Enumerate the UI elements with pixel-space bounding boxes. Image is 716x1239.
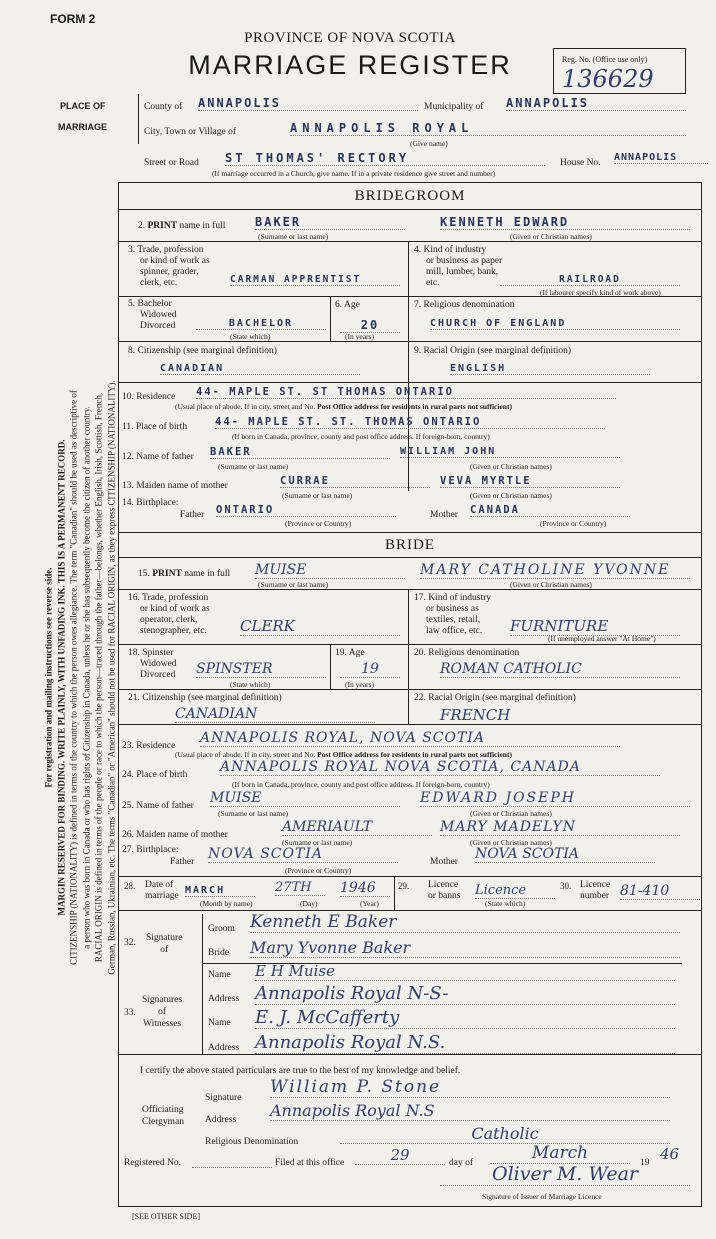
f26-surname-caption: (Surname or last name)	[282, 838, 353, 847]
f29-num: 29.	[398, 881, 410, 891]
f6-label: 6. Age	[335, 300, 360, 310]
clergy-sig-label: Signature	[205, 1093, 242, 1103]
f25-surname-caption: (Surname or last name)	[218, 809, 289, 818]
filed-label: Filed at this office	[275, 1158, 345, 1168]
clergy-address: Annapolis Royal N.S	[270, 1101, 670, 1121]
groom-racial-origin: ENGLISH	[450, 363, 650, 375]
f14-mother-caption: (Province or Country)	[540, 519, 607, 528]
f32-num: 32.	[124, 938, 136, 948]
city-value: ANNAPOLIS ROYAL	[290, 121, 686, 136]
groom-surname: BAKER	[255, 215, 405, 230]
officiating-label: Officiating Clergyman	[142, 1105, 185, 1127]
house-value: ANNAPOLIS	[614, 152, 708, 164]
f2-label: 2. PRINT name in full	[138, 221, 226, 231]
f13-given-caption: (Given or Christian names)	[470, 491, 552, 500]
reg-no-value: 136629	[562, 65, 654, 93]
bride-surname: MUISE	[255, 562, 405, 579]
clergy-address-label: Address	[205, 1115, 237, 1125]
bride-birthplace: ANNAPOLIS ROYAL NOVA SCOTIA, CANADA	[220, 759, 660, 776]
f28-num: 28.	[124, 881, 136, 891]
margin-line-4: a person who was born in Canada or who has rights of Citizenship in Canada, unless he or she has subsequently become the citizen of another country.	[81, 406, 91, 949]
f20-label: 20. Religious denomination	[414, 648, 520, 658]
groom-sig-label: Groom	[208, 924, 235, 934]
f13-surname-caption: (Surname or last name)	[282, 491, 353, 500]
f10-note: (Usual place of abode. If in city, street and No. Post Office address for residents in rural parts not sufficient)	[175, 402, 512, 411]
bride-residence: ANNAPOLIS ROYAL, NOVA SCOTIA	[200, 730, 620, 747]
month-caption: (Month by name)	[200, 899, 253, 908]
issuer-signature: Oliver M. Wear	[440, 1163, 690, 1186]
form-number: FORM 2	[50, 12, 96, 26]
groom-mother-birthplace: CANADA	[470, 504, 630, 517]
clergy-religion: Catholic	[340, 1124, 670, 1144]
groom-father-given: WILLIAM JOHN	[400, 446, 620, 458]
witness2-name: E. J. McCafferty	[255, 1007, 675, 1029]
f23-note: (Usual place of abode. If in city, street and No. Post Office address for residents in rural parts not sufficient)	[175, 750, 512, 759]
filed-year-prefix: 19	[640, 1158, 650, 1168]
f12-label: 12. Name of father	[122, 452, 194, 462]
religious-denomination-label: Religious Denomination	[205, 1137, 299, 1147]
marriage-month: MARCH	[185, 885, 255, 897]
city-label: City, Town or Village of	[144, 127, 236, 137]
bride-mother-birthplace: NOVA SCOTIA	[475, 846, 655, 863]
reg-no-box	[553, 48, 686, 94]
groom-citizenship: CANADIAN	[160, 363, 360, 375]
f25-label: 25. Name of father	[122, 801, 194, 811]
f26-given-caption: (Given or Christian names)	[470, 838, 552, 847]
groom-marital-status: BACHELOR	[196, 318, 326, 330]
f27-father-label: Father	[170, 857, 195, 867]
f32-label: Signature of	[146, 933, 183, 955]
year-caption: (Year)	[360, 899, 379, 908]
give-name-caption: (Give name)	[410, 139, 448, 148]
f14-father-label: Father	[180, 510, 205, 520]
witness2-name-label: Name	[208, 1018, 231, 1028]
witness1-name-label: Name	[208, 970, 231, 980]
groom-industry: RAILROAD	[500, 274, 680, 286]
day-caption: (Day)	[300, 899, 318, 908]
f23-label: 23. Residence	[122, 741, 176, 751]
f33-num: 33.	[124, 1008, 136, 1018]
licence-number: 81-410	[620, 883, 700, 900]
witness1-address: Annapolis Royal N-S-	[255, 983, 675, 1005]
municipality-value: ANNAPOLIS	[506, 96, 686, 111]
county-label: County of	[144, 102, 183, 112]
f27-mother-label: Mother	[430, 857, 458, 867]
bride-trade: CLERK	[240, 617, 400, 636]
certify-statement: I certify the above stated particulars are true to the best of my knowledge and belief.	[140, 1066, 461, 1076]
bride-marital-status: SPINSTER	[196, 661, 326, 678]
f25-given-caption: (Given or Christian names)	[470, 809, 552, 818]
f4-label: 4. Kind of industry or business as paper mill, lumber, bank, etc.	[414, 245, 503, 288]
bride-given-names: MARY CATHOLINE YVONNE	[420, 562, 690, 579]
bride-mother-surname: AMERIAULT	[282, 819, 432, 836]
f19-label: 19. Age	[335, 648, 365, 658]
bride-racial-origin: FRENCH	[440, 706, 640, 725]
marriage-day: 27TH	[275, 880, 325, 896]
groom-given-names: KENNETH EDWARD	[440, 215, 690, 230]
street-label: Street or Road	[144, 158, 199, 168]
groom-father-birthplace: ONTARIO	[216, 504, 396, 517]
filed-year-suffix: 46	[660, 1145, 680, 1163]
margin-line-2: MARGIN RESERVED FOR BINDING. WRITE PLAINLY, WITH UNFADING INK. THIS IS A PERMANENT RECORD.	[56, 439, 66, 916]
issuer-caption: Signature of Issuer of Marriage Licence	[482, 1192, 602, 1201]
bride-age: 19	[340, 661, 400, 678]
f11-label: 11. Place of birth	[122, 422, 188, 432]
f24-label: 24. Place of birth	[122, 770, 188, 780]
groom-residence: 44- MAPLE ST. ST THOMAS ONTARIO	[196, 386, 616, 399]
bride-industry: FURNITURE	[510, 617, 680, 636]
f30-num: 30.	[560, 881, 572, 891]
f29-state-which: (State which)	[485, 899, 526, 908]
filed-day: 29	[355, 1146, 445, 1165]
f30-label: Licence number	[580, 880, 611, 901]
groom-trade: CARMAN APPRENTIST	[230, 274, 400, 286]
licence-or-banns: Licence	[475, 883, 555, 899]
bridegroom-heading: BRIDEGROOM	[354, 188, 466, 204]
bride-citizenship: CANADIAN	[175, 706, 375, 723]
groom-signature: Kenneth E Baker	[250, 912, 680, 933]
margin-line-1: For registration and mailing instructions see reverse side.	[43, 567, 54, 788]
bride-father-birthplace: NOVA SCOTIA	[208, 846, 398, 863]
witness1-address-label: Address	[208, 994, 240, 1004]
bride-heading: BRIDE	[385, 537, 435, 553]
bride-state-which: (State which)	[230, 680, 271, 689]
f17-label: 17. Kind of industry or business as textiles, retail, law office, etc.	[414, 593, 492, 636]
f18-label: 18. Spinster Widowed Divorced	[128, 648, 177, 680]
f14-father-caption: (Province or Country)	[285, 519, 352, 528]
groom-age: 20	[340, 318, 400, 333]
f26-label: 26. Maiden name of mother	[122, 830, 228, 840]
f21-label: 21. Citizenship (see marginal definition)	[128, 693, 282, 703]
f9-label: 9. Racial Origin (see marginal definition)	[414, 346, 572, 356]
f13-label: 13. Maiden name of mother	[122, 481, 228, 491]
marriage-year: 1946	[340, 880, 390, 897]
day-of-label: day of	[449, 1158, 474, 1168]
document-title: MARRIAGE REGISTER	[188, 50, 512, 80]
house-label: House No.	[560, 158, 601, 168]
bride-signature: Mary Yvonne Baker	[250, 938, 680, 958]
f22-label: 22. Racial Origin (see marginal definition)	[414, 693, 576, 703]
municipality-label: Municipality of	[424, 102, 484, 112]
witness2-address: Annapolis Royal N.S.	[255, 1032, 675, 1054]
f5-label: 5. Bachelor Widowed Divorced	[128, 299, 177, 331]
witness-label: Signatures of Witnesses	[142, 995, 183, 1029]
bride-in-years: (In years)	[345, 680, 374, 689]
f15-surname-caption: (Surname or last name)	[258, 580, 329, 589]
registered-no-label: Registered No.	[124, 1158, 181, 1168]
street-value: ST THOMAS' RECTORY	[225, 151, 545, 166]
f15-label: 15. PRINT name in full	[138, 569, 231, 579]
f14-mother-label: Mother	[430, 510, 458, 520]
margin-line-5: RACIAL ORIGIN is defined in terms of the people or race to which the person—traced through the father—belongs, whether English, Irish, Scottish, French,	[93, 392, 104, 963]
reg-no-label: Reg. No. (Office use only)	[562, 55, 648, 64]
groom-mother-surname: CURRAE	[280, 475, 430, 488]
f16-label: 16. Trade, profession or kind of work as operator, clerk, stenographer, etc.	[128, 593, 210, 636]
groom-in-years: (In years)	[345, 332, 374, 341]
f27-father-caption: (Province or Country)	[285, 866, 352, 875]
registered-no-value	[192, 1167, 272, 1168]
f12-surname-caption: (Surname or last name)	[218, 462, 289, 471]
margin-line-3: CITIZENSHIP (NATIONALITY) is defined in terms of the country to which the person owes allegiance. The term "Canadian" should be used as descriptive of	[68, 390, 79, 965]
f4-note: (If labourer specify kind of work above)	[540, 288, 661, 297]
province-heading: PROVINCE OF NOVA SCOTIA	[244, 30, 456, 46]
f27-label: 27. Birthplace:	[122, 845, 179, 855]
margin-line-6: German, Russian, Ukrainian, etc. The terms "Canadian" or "American" should not be used for RACIAL ORIGIN, as they express CITIZENSHIP (NATIONALITY).	[106, 380, 116, 975]
bride-religion: ROMAN CATHOLIC	[440, 661, 680, 678]
margin-instructions	[43, 128, 118, 1228]
clergy-signature: William P. Stone	[270, 1077, 670, 1098]
groom-given-caption: (Given or Christian names)	[510, 232, 592, 241]
witness2-address-label: Address	[208, 1043, 240, 1053]
f12-given-caption: (Given or Christian names)	[470, 462, 552, 471]
groom-state-which: (State which)	[230, 332, 271, 341]
bride-father-surname: MUISE	[210, 790, 400, 807]
f10-label: 10. Residence	[122, 392, 176, 402]
bride-sig-label: Bride	[208, 948, 230, 958]
groom-mother-given: VEVA MYRTLE	[440, 475, 620, 488]
place-of-label: PLACE OF	[60, 101, 106, 111]
f24-note: (If born in Canada, province, county and post office address. If foreign-born, country)	[232, 780, 490, 789]
f29-label: Licence or banns	[428, 880, 461, 901]
groom-father-surname: BAKER	[210, 446, 390, 459]
witness1-name: E H Muise	[255, 962, 675, 981]
filed-month: March	[490, 1143, 630, 1164]
f17-note: (If unemployed answer "At Home")	[548, 634, 656, 643]
groom-surname-caption: (Surname or last name)	[258, 232, 329, 241]
bride-mother-given: MARY MADELYN	[440, 819, 680, 836]
groom-religion: CHURCH OF ENGLAND	[430, 318, 680, 330]
f3-label: 3. Trade, profession or kind of work as spinner, grader, clerk, etc.	[128, 245, 210, 288]
county-value: ANNAPOLIS	[198, 96, 418, 111]
bride-father-given: EDWARD JOSEPH	[420, 790, 690, 807]
groom-birthplace: 44- MAPLE ST. ST. THOMAS ONTARIO	[215, 416, 605, 429]
f28-label: Date of marriage	[145, 880, 179, 901]
f7-label: 7. Religious denomination	[414, 300, 515, 310]
marriage-label: MARRIAGE	[58, 122, 107, 132]
f15-given-caption: (Given or Christian names)	[510, 580, 592, 589]
street-note: (If marriage occurred in a Church, give name. If in a private residence give street and number)	[212, 169, 496, 178]
f11-note: (If born in Canada, province, county and post office address. If foreign-born, country)	[232, 432, 490, 441]
see-other-side: [SEE OTHER SIDE]	[132, 1212, 200, 1221]
f8-label: 8. Citizenship (see marginal definition)	[128, 346, 277, 356]
f14-label: 14. Birthplace:	[122, 498, 179, 508]
